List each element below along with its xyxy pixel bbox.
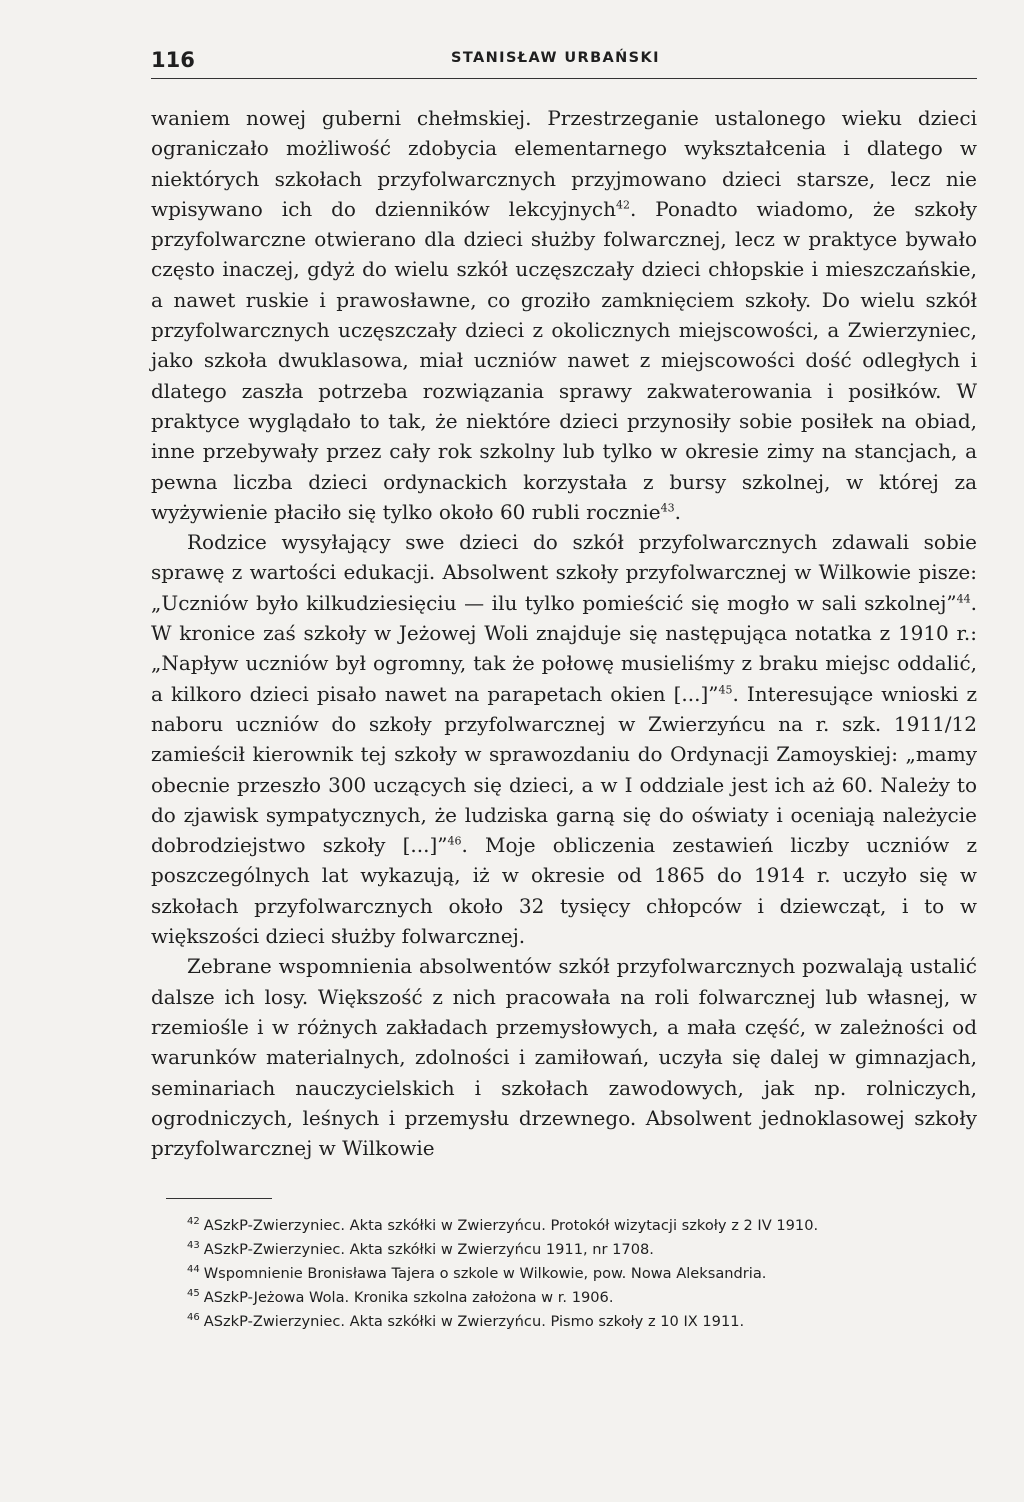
paragraph-text: . W kronice zaś szkoły w Jeżowej Woli znajduje się następująca notatka z 1910 r.: „Napływ uczniów był ogromny, tak że połowę musieliśmy z braku miejsc oddalić, a kilkoro dzieci pisało nawet na parapetach okien [...]” bbox=[151, 590, 977, 706]
paragraph bbox=[151, 103, 977, 527]
paragraph bbox=[151, 527, 977, 951]
footnotes bbox=[151, 1214, 977, 1334]
footnote-ref: 42 bbox=[616, 198, 630, 212]
running-head: STANISŁAW URBAŃSKI bbox=[451, 50, 660, 66]
footnote-ref: 46 bbox=[447, 834, 462, 848]
paragraph-text: waniem nowej guberni chełmskiej. Przestrzeganie ustalonego wieku dzieci ograniczało możliwość zdobycia elementarnego wykształcenia i dlatego w niektórych szkołach przyfolwarcznych przyjmowano dzieci starsze, lecz nie wpisywano ich do dzienników lekcyjnych bbox=[151, 106, 977, 221]
page-header bbox=[151, 44, 977, 79]
footnote-number: 45 bbox=[187, 1288, 200, 1300]
footnote bbox=[151, 1310, 977, 1334]
paragraph-text: . Ponadto wiadomo, że szkoły przyfolwarczne otwierano dla dzieci służby folwarcznej, lecz w praktyce bywało często inaczej, gdyż do wielu szkół uczęszczały dzieci chłopskie i mieszczańskie, a nawet ruskie i prawosławne, co groziło zamknięciem szkoły. Do wielu szkół przyfolwarcznych uczęszczały dzieci z okolicznych miejscowości, a Zwierzyniec, jako szkoła dwuklasowa, miał uczniów nawet z miejscowości dość odległych i dlatego zaszła potrzeba rozwiązania sprawy zakwaterowania i posiłków. W praktyce wyglądało to tak, że niektóre dzieci przynosiły sobie posiłek na obiad, inne przebywały przez cały rok szkolny lub tylko w okresie zimy na stancjach, a pewna liczba dzieci ordynackich korzystała z bursy szkolnej, w której za wyżywienie płaciło się tylko około 60 rubli rocznie bbox=[151, 196, 977, 524]
footnote bbox=[151, 1286, 977, 1310]
paragraph-text: . Moje obliczenia zestawień liczby uczniów z poszczególnych lat wykazują, iż w okresie od 1865 do 1914 r. uczyło się w szkołach przyfolwarcznych około 32 tysięcy chłopców i dziewcząt, i to w większości dzieci służby folwarcznej. bbox=[151, 833, 977, 949]
footnote-text: ASzkP-Zwierzyniec. Akta szkółki w Zwierzyńcu. Protokół wizytacji szkoły z 2 IV 1910. bbox=[203, 1217, 819, 1234]
footnote-number: 43 bbox=[187, 1240, 200, 1252]
body-text bbox=[151, 103, 977, 1163]
footnote bbox=[151, 1262, 977, 1286]
paragraph-text: . Interesujące wnioski z naboru uczniów do szkoły przyfolwarcznej w Zwierzyńcu na r. szk. 1911/12 zamieścił kierownik tej szkoły w sprawozdaniu do Ordynacji Zamoyskiej: „mamy obecnie przeszło 300 uczących się dzieci, a w I oddziale jest ich aż 60. Należy to do zjawisk sympatycznych, że ludziska garną się do oświaty i oceniają należycie dobrodziejstwo szkoły [...]” bbox=[151, 681, 977, 858]
footnote-number: 46 bbox=[187, 1312, 200, 1324]
footnote-ref: 43 bbox=[660, 501, 675, 515]
paragraph bbox=[151, 951, 977, 1163]
paragraph-text: . bbox=[674, 499, 681, 524]
footnote-number: 42 bbox=[187, 1216, 200, 1228]
paragraph-text: Zebrane wspomnienia absolwentów szkół przyfolwarcznych pozwalają ustalić dalsze ich losy. Większość z nich pracowała na roli folwarcznej lub własnej, w rzemiośle i w różnych zakładach przemysłowych, a mała część, w zależności od warunków materialnych, zdolności i zamiłowań, uczyła się dalej w gimnazjach, seminariach nauczycielskich i szkołach zawodowych, jak np. rolniczych, ogrodniczych, leśnych i przemysłu drzewnego. Absolwent jednoklasowej szkoły przyfolwarcznej w Wilkowie bbox=[151, 954, 977, 1161]
footnote-number: 44 bbox=[187, 1264, 200, 1276]
footnote-text: Wspomnienie Bronisława Tajera o szkole w Wilkowie, pow. Nowa Aleksandria. bbox=[203, 1265, 767, 1282]
footnote-text: ASzkP-Zwierzyniec. Akta szkółki w Zwierzyńcu 1911, nr 1708. bbox=[203, 1241, 654, 1258]
footnote-separator bbox=[166, 1198, 272, 1199]
paragraph-text: Rodzice wysyłający swe dzieci do szkół przyfolwarcznych zdawali sobie sprawę z wartości edukacji. Absolwent szkoły przyfolwarcznej w Wilkowie pisze: „Uczniów było kilkudziesięciu — ilu tylko pomieścić się mogło w sali szkolnej” bbox=[151, 530, 977, 615]
page-number: 116 bbox=[151, 48, 195, 72]
footnote bbox=[151, 1214, 977, 1238]
footnote bbox=[151, 1238, 977, 1262]
footnote-text: ASzkP-Zwierzyniec. Akta szkółki w Zwierzyńcu. Pismo szkoły z 10 IX 1911. bbox=[203, 1313, 745, 1330]
footnote-ref: 45 bbox=[718, 682, 733, 696]
footnote-text: ASzkP-Jeżowa Wola. Kronika szkolna założona w r. 1906. bbox=[203, 1289, 614, 1306]
footnote-ref: 44 bbox=[956, 592, 971, 606]
